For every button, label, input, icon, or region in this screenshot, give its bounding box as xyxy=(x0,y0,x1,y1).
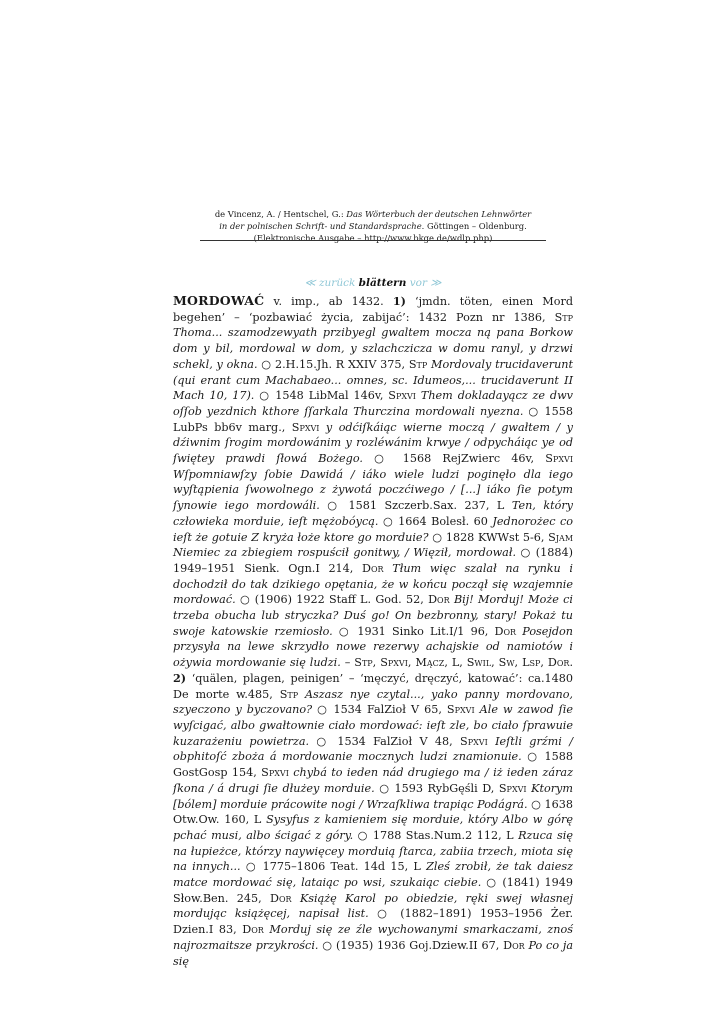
entry-text: , xyxy=(514,656,523,670)
source-abbreviation: Dor xyxy=(362,561,384,575)
entry-text: ○ (1884) 1949–1951 Sienk. Ogn.I 214, xyxy=(173,546,573,575)
entry-text: ○ 1664 Bolesł. 60 xyxy=(378,514,493,528)
quotation-text: Ktorym [bólem] morduie prácowite nogi / Wrzaſkliwa trapiąc Podágrá. xyxy=(173,781,573,811)
citation-edition: (Elektronische Ausgabe – http://www.bkge.de/wdlp.php) xyxy=(253,233,493,243)
entry-text: , xyxy=(540,656,548,670)
entry-text xyxy=(488,735,495,748)
quotation-text: Zleś zrobił, że tak daiesz matce mordować się, lataiąc po wsi, szukaiąc ciebie. xyxy=(173,860,573,890)
entry-text: ○ 1534 FalZioł V 48, xyxy=(309,734,461,748)
entry-text: ○ 1593 RybGęśli D, xyxy=(374,781,499,795)
source-abbreviation: Spxvi xyxy=(291,420,320,434)
source-abbreviation: Stp xyxy=(354,656,373,670)
browse-label: blättern xyxy=(358,277,407,289)
source-abbreviation: Dor xyxy=(428,593,450,607)
back-arrow-icon[interactable]: ≪ xyxy=(304,277,316,289)
quotation-text: Posejdon przysyła na lewe skrzydło nowe rezerwy achajskie od namiotów i ożywia mordowanie się ludzi. xyxy=(173,624,573,670)
source-abbreviation: Stp xyxy=(408,357,428,371)
forward-link[interactable]: vor xyxy=(409,277,427,289)
quotation-text: Thoma... szamodzewyath przibyegl gwaltem mocza ną pana Borkow dom y bil, mordowal w dom, y szlachczicza w domu ranyl, y drzwi schekl, y okna. xyxy=(173,326,573,371)
entry-text: ○ 1588 GostGosp 154, xyxy=(173,750,573,780)
quotation-text: Wſpomniawſzy ſobie Dawidá / iáko wiele ludzi poginęło dla iego wyſtąpienia ſwowolnego z żywotá poczćiwego / [...] iáko ſie potym ſynowie iego mordowáli. xyxy=(173,467,573,513)
entry-text: ○ 1581 Szczerb.Sax. 237, L xyxy=(319,499,512,513)
source-abbreviation: Dor xyxy=(547,656,570,670)
entry-text: ○ 2.H.15.Jh. R XXIV 375, xyxy=(257,357,409,371)
source-abbreviation: Dor xyxy=(242,923,264,937)
entry-text: – xyxy=(340,656,355,670)
entry-headword: MORDOWAĆ xyxy=(173,293,265,308)
entry-text: ○ (1882–1891) 1953–1956 Żer. Dzien.I 83, xyxy=(173,907,573,937)
quotation-text: Rzuca się na łupieżce, którzy naywięcey morduią ſtarca, zabiia trzech, miota się na innych... xyxy=(173,828,573,874)
source-abbreviation: Spxvi xyxy=(380,656,408,670)
citation-title-cont: in der polnischen Schrift- und Standardsprache xyxy=(219,221,422,231)
source-abbreviation: Spxvi xyxy=(545,452,573,466)
page-navigation xyxy=(200,276,546,290)
quotation-text: Morduj się ze źle wychowanymi smarkaczami, znoś najrozmaitsze przykrości. xyxy=(173,923,573,952)
sense-number: 2) xyxy=(173,670,187,685)
entry-text: ○ 1775–1806 Teat. 14d 15, L xyxy=(240,860,427,874)
entry-text: ○ 1534 FalZioł V 65, xyxy=(312,703,447,717)
entry-text xyxy=(292,892,300,905)
quotation-text: y odćiſkáiąc wierne moczą / gwałtem / y dźiwnim ſrogim mordowánim y rozléwánim krwye / odpycháiąc ye od ſwiętey prawdi ſłowá Bożego. xyxy=(173,420,573,466)
header-divider xyxy=(200,240,546,241)
source-abbreviation: Spxvi xyxy=(261,766,289,780)
entry-text: ○ 1788 Stas.Num.2 112, L xyxy=(353,828,519,842)
source-abbreviation: Lsp xyxy=(522,656,541,670)
citation-line-2 xyxy=(200,220,546,232)
entry-text: , L, xyxy=(444,656,467,670)
entry-text: v. imp., ab 1432. xyxy=(264,295,393,308)
entry-text: ‘jmdn. töten, einen Mord begehen’ – ‘pozbawiać życia, zabijać’: 1432 Pozn nr 1386, xyxy=(173,295,573,324)
entry-text xyxy=(298,688,305,701)
dictionary-entry xyxy=(173,293,573,969)
entry-text: , xyxy=(491,656,499,670)
quotation-text: Jednorożec co ieſt że gotuie Z kryża łoże ktore go morduie? xyxy=(173,514,573,544)
source-abbreviation: Stp xyxy=(554,310,573,324)
quotation-text: Po co ja się xyxy=(173,938,573,968)
source-abbreviation: Spxvi xyxy=(498,781,527,795)
source-abbreviation: Sjam xyxy=(548,530,574,544)
citation-line-1 xyxy=(200,208,546,220)
entry-text xyxy=(384,562,393,575)
source-abbreviation: Swil xyxy=(466,656,492,670)
quotation-text: Them dokladayącz ze dwv oſſob yezdnich kthore ſſarkala Thurczina mordowali nyezna. xyxy=(173,389,573,418)
entry-text: ○ 1638 Otw.Ow. 160, L xyxy=(173,797,573,827)
sense-number: 1) xyxy=(392,294,406,308)
source-abbreviation: Sw xyxy=(498,656,515,670)
entry-text: ○ (1935) 1936 Goj.Dziew.II 67, xyxy=(318,938,504,952)
citation-header xyxy=(200,208,546,244)
entry-text: ○ 1568 RejZwierc 46v, xyxy=(362,452,546,466)
quotation-text: Niemiec za zbiegiem rospuścił gonitwy, / Więził, mordował. xyxy=(173,546,517,560)
citation-title: Das Wörterbuch der deutschen Lehnwörter xyxy=(346,209,532,219)
source-abbreviation: Spxvi xyxy=(446,703,475,717)
quotation-text: Ale w zawod ſie wyſcigać, albo gwałtownie ciało mordować: ieſt zle, bo ciało ſprawuie kuzarażeniu powietrza. xyxy=(173,703,574,748)
entry-text: , xyxy=(372,656,381,670)
entry-text: ○ 1931 Sinko Lit.I/1 96, xyxy=(332,624,495,638)
entry-text: ○ (1906) 1922 Staff L. God. 52, xyxy=(235,593,429,607)
quotation-text: Mordovaly trucidaverunt (qui erant cum Machabaeo... omnes, sc. Idumeos,... trucidaverunt II Mach 10, 17). xyxy=(173,357,573,403)
citation-authors: de Vincenz, A. / Hentschel, G.: xyxy=(214,209,347,219)
source-abbreviation: Stp xyxy=(279,687,299,701)
entry-text: . xyxy=(569,656,573,670)
source-abbreviation: Dor xyxy=(494,624,517,638)
quotation-text: Ieſtli grźmi / obphitoſć zboża á mordowanie mocznych ludzi znamionuie. xyxy=(173,734,573,764)
entry-text: ○ 1548 LibMal 146v, xyxy=(254,389,389,403)
source-abbreviation: Spxvi xyxy=(460,734,488,748)
citation-publisher: . Göttingen – Oldenburg. xyxy=(421,221,527,231)
forward-arrow-icon[interactable]: ≫ xyxy=(430,277,442,289)
back-link[interactable]: zurück xyxy=(319,277,356,289)
entry-text: , xyxy=(407,656,416,670)
source-abbreviation: Dor xyxy=(270,891,292,905)
quotation-text: Sysyfus z kamieniem się morduie, który Albo w górę pchać musi, albo ścigać z góry. xyxy=(173,813,573,842)
source-abbreviation: Dor xyxy=(503,938,525,952)
entry-text: ○ 1828 KWWst 5-6, xyxy=(428,530,549,544)
entry-text: ○ (1841) 1949 Słow.Ben. 245, xyxy=(173,876,573,905)
entry-text: ‘quälen, plagen, peinigen’ – ‘męczyć, dręczyć, katować’: ca.1480 De morte w.485, xyxy=(173,671,573,701)
quotation-text: Książę Karol po obiedzie, ręki swej własnej mordując książęcej, napisał list. xyxy=(173,891,573,921)
quotation-text: Tłum więc szalał na rynku i dochodził do tak dzikiego opętania, że w końcu począł się wzajemnie mordować. xyxy=(173,561,573,607)
quotation-text: Ten, który człowieka morduie, ieſt mężobóycą. xyxy=(173,499,574,528)
quotation-text: Aszasz nye czytal..., yako panny mordovano, szyeczono y byczovano? xyxy=(173,687,573,717)
quotation-text: chybá to ieden nád drugiego ma / iż ieden záraz ſkona / á drugi ſie dłużey morduie. xyxy=(173,766,573,795)
quotation-text: Bij! Morduj! Może ci trzeba obucha lub stryczka? Duś go! On bezbronny, stary! Pokaż tu swoje katowskie rzemiosło. xyxy=(173,593,573,638)
source-abbreviation: Mącz xyxy=(415,656,445,670)
entry-text: ○ 1558 LubPs bb6v marg., xyxy=(173,404,573,434)
source-abbreviation: Spxvi xyxy=(388,389,416,403)
